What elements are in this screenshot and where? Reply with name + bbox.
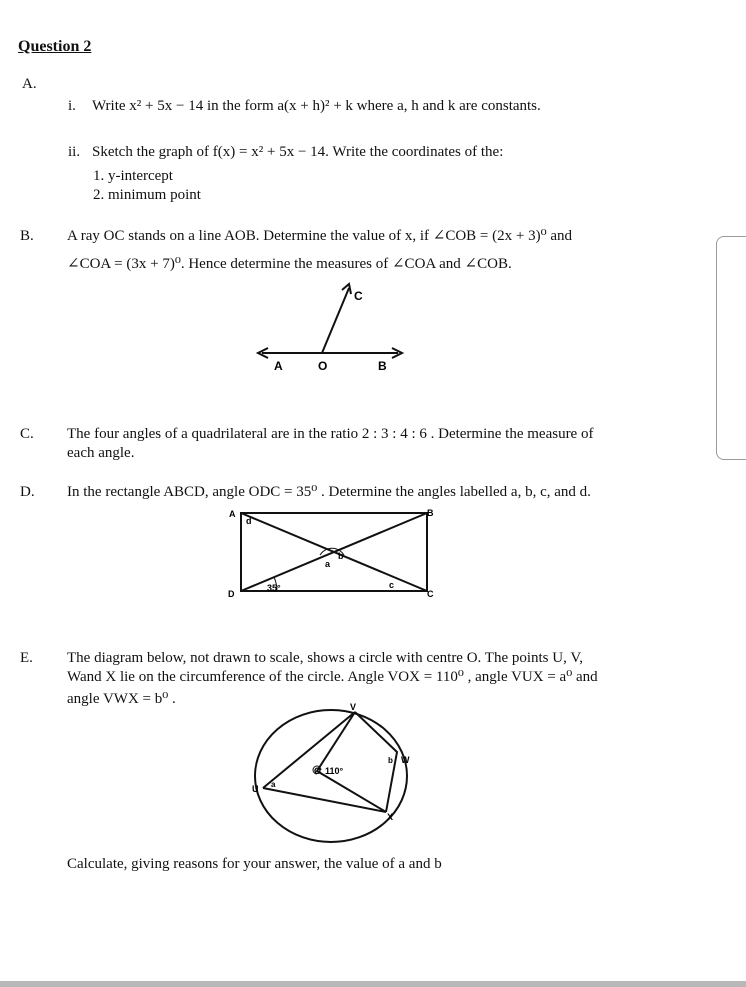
point-o-label: O <box>314 766 322 776</box>
angle-a-label: a <box>325 559 331 569</box>
point-w-label: W <box>401 755 410 765</box>
part-b-line-1: A ray OC stands on a line AOB. Determine the value of x, if ∠COB = (2x + 3)⁰ and <box>67 228 572 244</box>
point-c-label: C <box>354 289 363 303</box>
part-c-label: C. <box>20 426 34 442</box>
part-c-line-1: The four angles of a quadrilateral are in the ratio 2 : 3 : 4 : 6 . Determine the measure of <box>67 426 594 442</box>
part-d-label: D. <box>20 484 35 500</box>
point-v-label: V <box>350 702 357 712</box>
vertex-a-label: A <box>229 509 236 519</box>
question-title: Question 2 <box>18 38 92 55</box>
part-e-line-2: Wand X lie on the circumference of the circle. Angle VOX = 110⁰ , angle VUX = a⁰ and <box>67 669 598 685</box>
part-e-line-1: The diagram below, not drawn to scale, shows a circle with centre O. The points U, V, <box>67 650 583 666</box>
part-a-sub-1: 1. y-intercept <box>93 168 173 184</box>
angle-b-label: b <box>338 551 344 561</box>
rectangle-diagram <box>225 505 445 605</box>
vertex-c-label: C <box>427 589 434 599</box>
angle-35-label: 35° <box>267 583 281 593</box>
point-u-label: U <box>252 784 259 794</box>
point-b-label: B <box>378 359 387 373</box>
part-a-sub-2: 2. minimum point <box>93 187 201 203</box>
part-b-label: B. <box>20 228 34 244</box>
ray-oc <box>322 288 349 353</box>
part-b-line-2: ∠COA = (3x + 7)⁰. Hence determine the measures of ∠COA and ∠COB. <box>67 256 512 272</box>
part-d-line-1: In the rectangle ABCD, angle ODC = 35⁰ . Determine the angles labelled a, b, c, and d. <box>67 484 591 500</box>
angle-110-label: 110° <box>325 766 344 776</box>
part-a-i-number: i. <box>68 98 76 114</box>
angle-d-label: d <box>246 516 252 526</box>
ray-diagram <box>250 278 410 378</box>
part-e-label: E. <box>20 650 33 666</box>
part-a-ii-number: ii. <box>68 144 81 160</box>
vertex-d-label: D <box>228 589 235 599</box>
point-x-label: X <box>387 812 394 822</box>
scrollbar-handle[interactable] <box>716 236 746 460</box>
angle-c-label: c <box>389 580 395 590</box>
angle-b-label: b <box>388 756 393 765</box>
part-a-i-text: Write x² + 5x − 14 in the form a(x + h)² + k where a, h and k are constants. <box>92 98 541 114</box>
point-o-label: O <box>318 359 328 373</box>
part-a-label: A. <box>22 76 37 92</box>
angle-a-label: a <box>271 780 276 789</box>
point-a-label: A <box>274 359 283 373</box>
vertex-b-label: B <box>427 508 434 518</box>
part-c-line-2: each angle. <box>67 445 135 461</box>
part-e-calculate: Calculate, giving reasons for your answer, the value of a and b <box>67 856 442 872</box>
part-e-line-3: angle VWX = b⁰ . <box>67 691 176 707</box>
circle-diagram <box>245 700 425 850</box>
bottom-scroll-bar <box>0 981 746 987</box>
part-a-ii-text: Sketch the graph of f(x) = x² + 5x − 14. Write the coordinates of the: <box>92 144 504 160</box>
